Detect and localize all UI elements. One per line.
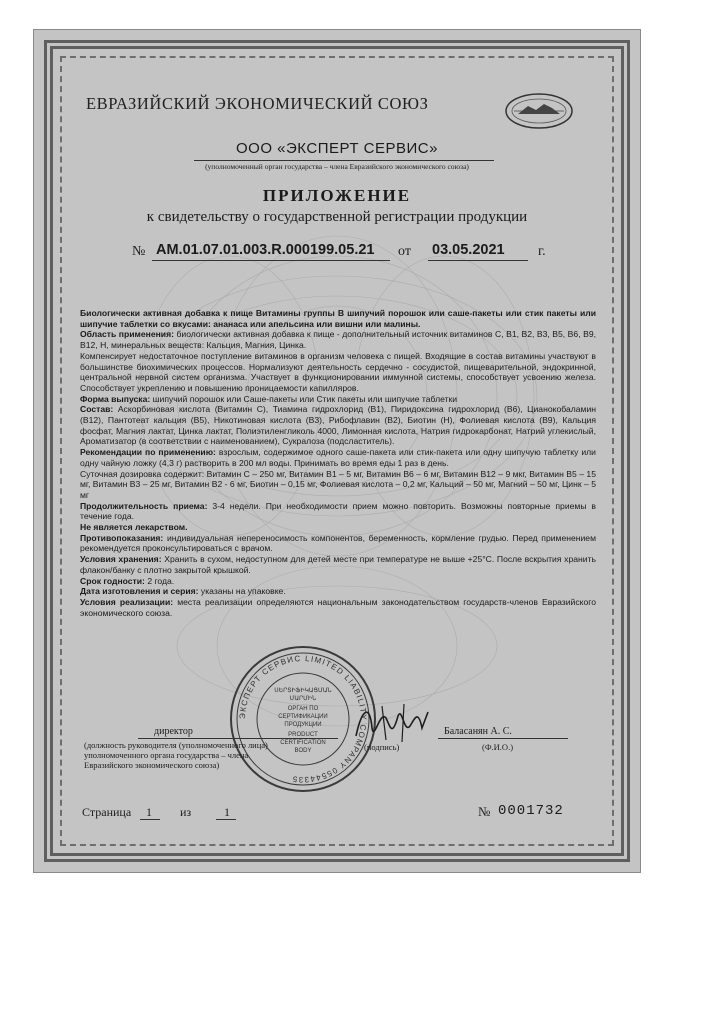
sale-conditions-paragraph: Условия реализации: места реализации определяются национальным законодательством государств-членов Евразийского экономического союза. bbox=[80, 596, 596, 618]
handwritten-signature bbox=[352, 698, 432, 748]
registration-date-underline bbox=[428, 260, 528, 261]
name-underline bbox=[438, 738, 568, 739]
seal-line: ՄԱՐՄԻՆ bbox=[289, 696, 317, 702]
union-header: ЕВРАЗИЙСКИЙ ЭКОНОМИЧЕСКИЙ СОЮЗ bbox=[86, 94, 429, 113]
composition-paragraph: Состав: Аскорбиновая кислота (Витамин С), Тиамина гидрохлорид (В1), Пиридоксина гидрохлорид (В6), Цианокобаламин (В12), Пантотеат кальция (В5), Никотиновая кислота (В3), Рибофлавин (В2), Биотин (Н), Фолиевая кислота (В9), Кальция фосфат, Магния лактат, Цинка лактат, Полиэтиленгликоль 4000, Лимонная кислота, Натрия гидрокарбонат, Натрий углекислый, Ароматизатор (в соответствии с наименованием), Сукралоза (подсластитель). bbox=[80, 404, 597, 447]
seal-line: BODY bbox=[294, 748, 312, 754]
registration-from-label: от bbox=[398, 244, 411, 259]
page-total-underline bbox=[216, 819, 236, 820]
position-underline bbox=[138, 738, 338, 739]
position-note: (должность руководителя (уполномоченного лица) уполномоченного органа государства – члена Евразийского экономического союза) bbox=[84, 740, 268, 770]
seal-line: ՍԵՐՏԻՖԻԿԱՑՄԱՆ bbox=[274, 688, 332, 694]
not-medicine-note: Не является лекарством. bbox=[80, 522, 188, 533]
signature-note: (подпись) bbox=[364, 742, 400, 752]
organization-name: ООО «ЭКСПЕРТ СЕРВИС» bbox=[236, 140, 438, 157]
description-paragraph: Компенсирует недостаточное поступление витаминов в организм человека с пищей. Входящие в состав витамины участвуют в большинстве биохимических процессов. Нормализуют деятельность сердечно - сосудистой, пищеварительной, эндокринной, центральной нервной систем организма. Участвует в функционировании иммунной системы, способствует усвоению железа. Способствует укреплению и повышению проницаемости капилляров. bbox=[80, 350, 596, 393]
seal-line: СЕРТИФИКАЦИИ bbox=[278, 714, 328, 720]
seal-line: ОРГАН ПО bbox=[287, 706, 319, 712]
seal-line: ПРОДУКЦИИ bbox=[284, 722, 322, 728]
registration-number: АМ.01.07.01.003.R.000199.05.21 bbox=[156, 242, 375, 258]
product-name: Биологически активная добавка к пище Витамины группы В шипучий порошок или саше-пакеты или стик пакеты или шипучие таблетки со вкусами: ананаса или апельсина или вишни или малины. bbox=[80, 308, 596, 329]
registration-number-underline bbox=[152, 260, 390, 261]
eaeu-emblem-icon bbox=[504, 92, 574, 130]
seal-ring-text: ЭКСПЕРТ СЕРВИС LIMITED LIABILITY COMPANY 05544335 bbox=[237, 653, 369, 785]
registration-date: 03.05.2021 bbox=[432, 242, 505, 258]
document-title: ПРИЛОЖЕНИЕ bbox=[262, 186, 412, 205]
recommendation-paragraph: Рекомендации по применению: взрослым, содержимое одного саше-пакета или стик-пакета или одну шипучую таблетку или одну чайную ложку (4,3 г) растворить в 200 мл воды. Принимать во время еды 1 раз в день. bbox=[80, 447, 596, 468]
certificate-body bbox=[80, 308, 596, 618]
document-subtitle: к свидетельству о государственной регистрации продукции bbox=[146, 209, 528, 225]
organization-rule bbox=[194, 160, 494, 161]
organization-note: (уполномоченный орган государства – члена Евразийского экономического союза) bbox=[205, 162, 469, 171]
signer-name: Баласанян А. С. bbox=[444, 726, 512, 737]
serial-number: 0001732 bbox=[498, 803, 564, 819]
seal-line: PRODUCT bbox=[288, 732, 318, 738]
serial-prefix: № bbox=[478, 804, 491, 819]
signer-position: директор bbox=[154, 726, 193, 737]
storage-paragraph: Условия хранения: Хранить в сухом, недоступном для детей месте при температуре не выше +25°С. После вскрытия хранить флакон/банку с плотно закрытой крышкой. bbox=[80, 554, 596, 575]
fio-note: (Ф.И.О.) bbox=[482, 742, 514, 752]
page-of-label: из bbox=[180, 805, 192, 819]
daily-dose-paragraph: Суточная дозировка содержит: Витамин С – 250 мг, Витамин В1 – 5 мг, Витамин В6 – 6 мг, Витамин В12 – 9 мкг, Витамин В5 – 15 мг, Витамин В3 – 25 мг, Витамин В2 - 6 мг, Биотин – 0,15 мг, Фолиевая кислота – 0,2 мг, Кальций – 50 мг, Магний – 50 мг, Цинк – 5 мг bbox=[80, 468, 596, 500]
seal-line: CERTIFICATION bbox=[280, 740, 326, 746]
form-paragraph: Форма выпуска: шипучий порошок или Саше-пакеты или Стик пакеты или шипучие таблетки bbox=[80, 393, 458, 404]
certificate-sheet bbox=[34, 30, 640, 872]
page-total: 1 bbox=[224, 805, 230, 819]
page-number: 1 bbox=[146, 805, 152, 819]
contraindications-paragraph: Противопоказания: индивидуальная непереносимость компонентов, беременность, кормление грудью. Перед применением рекомендуется проконсультироваться с врачом. bbox=[80, 532, 596, 554]
manufacture-date-paragraph: Дата изготовления и серия: указаны на упаковке. bbox=[80, 586, 286, 597]
page-number-underline bbox=[140, 819, 160, 820]
registration-year-suffix: г. bbox=[538, 244, 546, 259]
shelf-life-paragraph: Срок годности: 2 года. bbox=[80, 575, 175, 586]
registration-number-prefix: № bbox=[132, 244, 146, 259]
page-label: Страница bbox=[82, 805, 132, 819]
scope-paragraph: Область применения: биологически активная добавка к пище - дополнительный источник витаминов С, В1, В2, В3, В5, В6, В9, В12, Н, минеральных веществ: Кальция, Магния, Цинка. bbox=[80, 329, 596, 351]
duration-paragraph: Продолжительность приема: 3-4 недели. При необходимости прием можно повторить. Возможны повторные приемы в течение года. bbox=[80, 500, 596, 522]
